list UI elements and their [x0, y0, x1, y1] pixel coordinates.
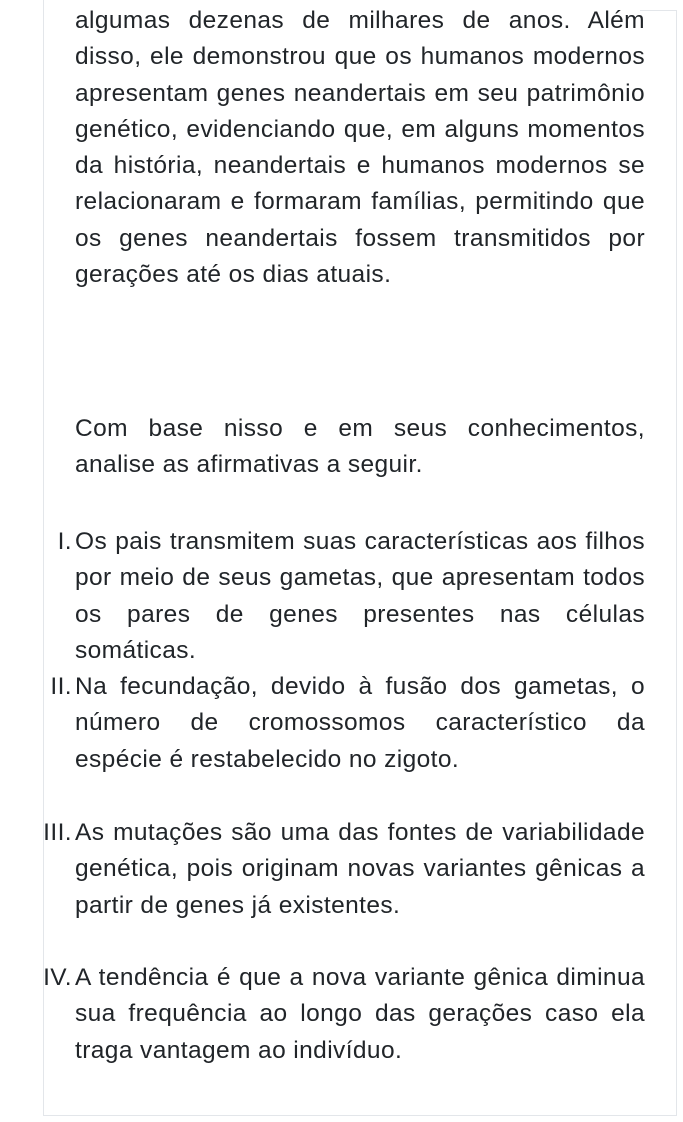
frame-bottom-border — [43, 1115, 677, 1116]
statement-ii — [50, 669, 645, 778]
instruction-paragraph: Com base nisso e em seus conhecimentos, analise as afirmativas a seguir. — [75, 415, 645, 479]
statement-iii — [43, 815, 645, 924]
frame-left-border — [43, 0, 44, 1116]
statement-numeral: I. — [57, 528, 72, 555]
frame-top-border — [640, 10, 677, 11]
statement-text: Na fecundação, devido à fusão dos gametas, o número de cromossomos característico da espécie é restabelecido no zigoto. — [75, 673, 645, 773]
statement-text: As mutações são uma das fontes de variabilidade genética, pois originam novas variantes gênicas a partir de genes já existentes. — [75, 819, 645, 919]
statement-numeral: IV. — [43, 964, 72, 991]
statement-numeral: III. — [43, 819, 72, 846]
statement-i — [57, 524, 645, 669]
statement-iv — [43, 960, 645, 1069]
statement-text: A tendência é que a nova variante gênica diminua sua frequência ao longo das gerações caso ela traga vantagem ao indivíduo. — [75, 964, 645, 1064]
statement-text: Os pais transmitem suas características aos filhos por meio de seus gametas, que apresentam todos os pares de genes presentes nas células somáticas. — [75, 528, 645, 664]
intro-paragraph: algumas dezenas de milhares de anos. Além disso, ele demonstrou que os humanos modernos apresentam genes neandertais em seu patrimônio genético, evidenciando que, em alguns momentos da história, neandertais e humanos modernos se relacionaram e formaram famílias, permitindo que os genes neandertais fossem transmitidos por gerações até os dias atuais. — [75, 7, 645, 289]
frame-right-border — [676, 10, 677, 1116]
statement-numeral: II. — [50, 673, 72, 700]
